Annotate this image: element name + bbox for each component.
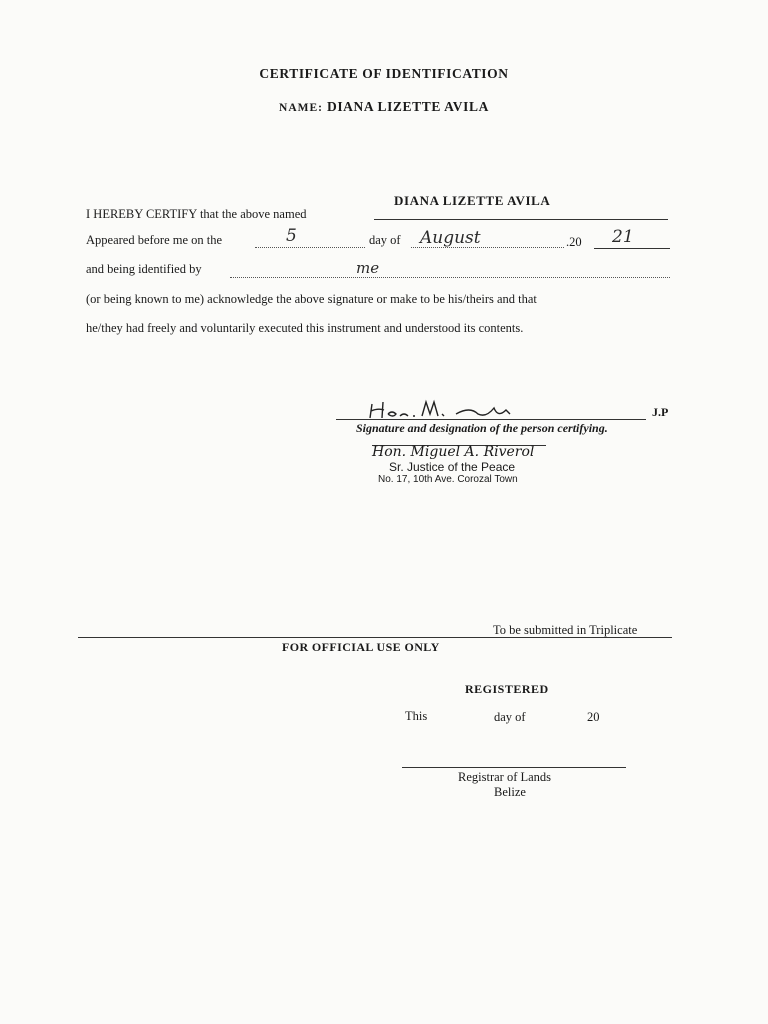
day-of-label: day of: [494, 710, 526, 724]
paragraph-line-2: he/they had freely and voluntarily executed this instrument and understood its contents.: [86, 321, 524, 335]
appeared-text: Appeared before me on the: [86, 233, 223, 247]
name-line: [0, 99, 768, 115]
registrar-signature-line: [402, 767, 626, 768]
signature-line: [336, 419, 646, 420]
this-label: This: [405, 709, 428, 723]
certify-statement: I HEREBY CERTIFY that the above named: [86, 207, 307, 221]
identified-text: and being identified by: [86, 262, 202, 276]
stamp-title: Sr. Justice of the Peace: [389, 460, 516, 474]
official-divider: [78, 637, 672, 638]
name-label: NAME:: [279, 102, 323, 114]
registrar-label: Registrar of Lands: [458, 770, 552, 784]
year-line: [594, 248, 670, 249]
jp-suffix: J.P: [652, 405, 669, 419]
month-value: August: [420, 228, 481, 248]
identified-value: me: [356, 259, 380, 277]
triplicate-note: To be submitted in Triplicate: [493, 623, 638, 637]
country-label: Belize: [494, 785, 526, 799]
named-person-value: DIANA LIZETTE AVILA: [394, 193, 551, 208]
signature-caption: Signature and designation of the person certifying.: [356, 421, 608, 435]
name-value: DIANA LIZETTE AVILA: [326, 99, 489, 114]
named-person-line: [374, 219, 668, 220]
day-line: [255, 247, 365, 248]
year-label: 20: [587, 710, 600, 724]
stamp-address: No. 17, 10th Ave. Corozal Town: [378, 474, 518, 485]
stamp-name: Hon. Miguel A. Riverol: [372, 444, 535, 460]
identified-line: [230, 277, 670, 278]
year-value: 21: [612, 227, 634, 247]
registered-heading: REGISTERED: [465, 682, 549, 696]
day-of-text: day of: [369, 233, 401, 247]
day-value: 5: [286, 226, 297, 246]
document-title: CERTIFICATE OF IDENTIFICATION: [259, 66, 509, 81]
year-prefix: .20: [566, 235, 582, 249]
official-use-heading: FOR OFFICIAL USE ONLY: [282, 640, 440, 654]
paragraph-line-1: (or being known to me) acknowledge the above signature or make to be his/theirs and that: [86, 292, 537, 306]
